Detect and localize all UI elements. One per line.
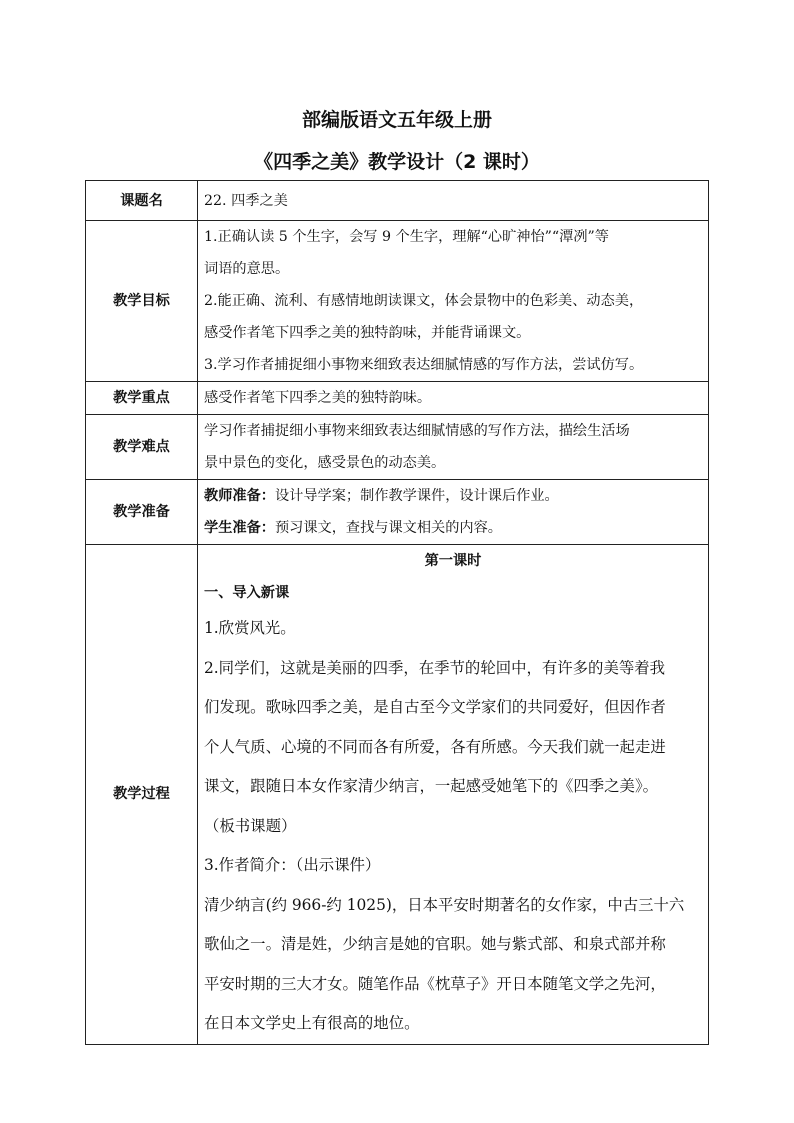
process-line: 平安时期的三大才女。随笔作品《枕草子》开日本随笔文学之先河， xyxy=(204,974,666,993)
goals-line: 2.能正确、流利、有感情地朗读课文，体会景物中的色彩美、动态美， xyxy=(204,293,644,309)
topic-label: 课题名 xyxy=(86,181,198,221)
student-preparation-text: 预习课文，查找与课文相关的内容。 xyxy=(274,520,502,536)
goals-line: 3.学习作者捕捉细小事物来细致表达细腻情感的写作方法，尝试仿写。 xyxy=(204,357,644,373)
goals-line: 1.正确认读 5 个生字，会写 9 个生字，理解“心旷神怡”“潭冽”等 xyxy=(204,229,609,245)
difficulties-line: 景中景色的变化，感受景色的动态美。 xyxy=(204,455,446,471)
table-row-key-points xyxy=(86,382,709,415)
document-title: 部编版语文五年级上册 xyxy=(301,109,492,131)
difficulties-line: 学习作者捕捉细小事物来细致表达细腻情感的写作方法，描绘生活场 xyxy=(204,423,630,439)
goals-label: 教学目标 xyxy=(86,221,198,382)
table-row-process xyxy=(86,545,709,1045)
table-row-difficulties xyxy=(86,415,709,480)
key-points-label: 教学重点 xyxy=(86,382,198,415)
process-line: 个人气质、心境的不同而各有所爱，各有所感。今天我们就一起走进 xyxy=(204,737,666,756)
topic-value: 22. 四季之美 xyxy=(198,181,709,221)
process-line: 2.同学们，这就是美丽的四季，在季节的轮回中，有许多的美等着我 xyxy=(204,658,666,677)
table-row-preparation xyxy=(86,480,709,545)
lesson-heading: 第一课时 xyxy=(424,553,482,569)
table-row-topic xyxy=(86,181,709,221)
table-row-goals xyxy=(86,221,709,382)
process-line: 3.作者简介：（出示课件） xyxy=(204,856,381,874)
process-label: 教学过程 xyxy=(86,545,198,1045)
process-line: 课文，跟随日本女作家清少纳言，一起感受她笔下的《四季之美》。 xyxy=(204,777,659,795)
process-line: 们发现。歌咏四季之美，是自古至今文学家们的共同爱好，但因作者 xyxy=(204,698,666,716)
goals-line: 感受作者笔下四季之美的独特韵味，并能背诵课文。 xyxy=(204,325,531,341)
difficulties-label: 教学难点 xyxy=(86,415,198,480)
process-line: 1.欣赏风光。 xyxy=(204,619,296,637)
process-cell xyxy=(198,545,709,1045)
difficulties-cell xyxy=(198,415,709,480)
process-line: （板书课题） xyxy=(204,816,297,835)
lesson-plan-table xyxy=(85,180,709,1045)
document-subtitle: 《四季之美》教学设计（2 课时） xyxy=(254,151,540,173)
preparation-cell xyxy=(198,480,709,545)
student-preparation-label: 学生准备： xyxy=(204,520,275,536)
goals-cell xyxy=(198,221,709,382)
student-preparation xyxy=(204,512,702,544)
teacher-preparation xyxy=(204,480,702,512)
goals-line: 词语的意思。 xyxy=(204,261,290,277)
teacher-preparation-label: 教师准备： xyxy=(204,488,275,504)
process-line: 清少纳言(约 966-约 1025)，日本平安时期著名的女作家，中古三十六 xyxy=(204,895,685,914)
teacher-preparation-text: 设计导学案；制作教学课件，设计课后作业。 xyxy=(274,488,559,504)
key-points-value: 感受作者笔下四季之美的独特韵味。 xyxy=(198,382,709,415)
section-heading: 一、导入新课 xyxy=(204,585,290,601)
preparation-label: 教学准备 xyxy=(86,480,198,545)
process-line: 歌仙之一。清是姓，少纳言是她的官职。她与紫式部、和泉式部并称 xyxy=(204,935,666,953)
process-line: 在日本文学史上有很高的地位。 xyxy=(204,1014,420,1032)
